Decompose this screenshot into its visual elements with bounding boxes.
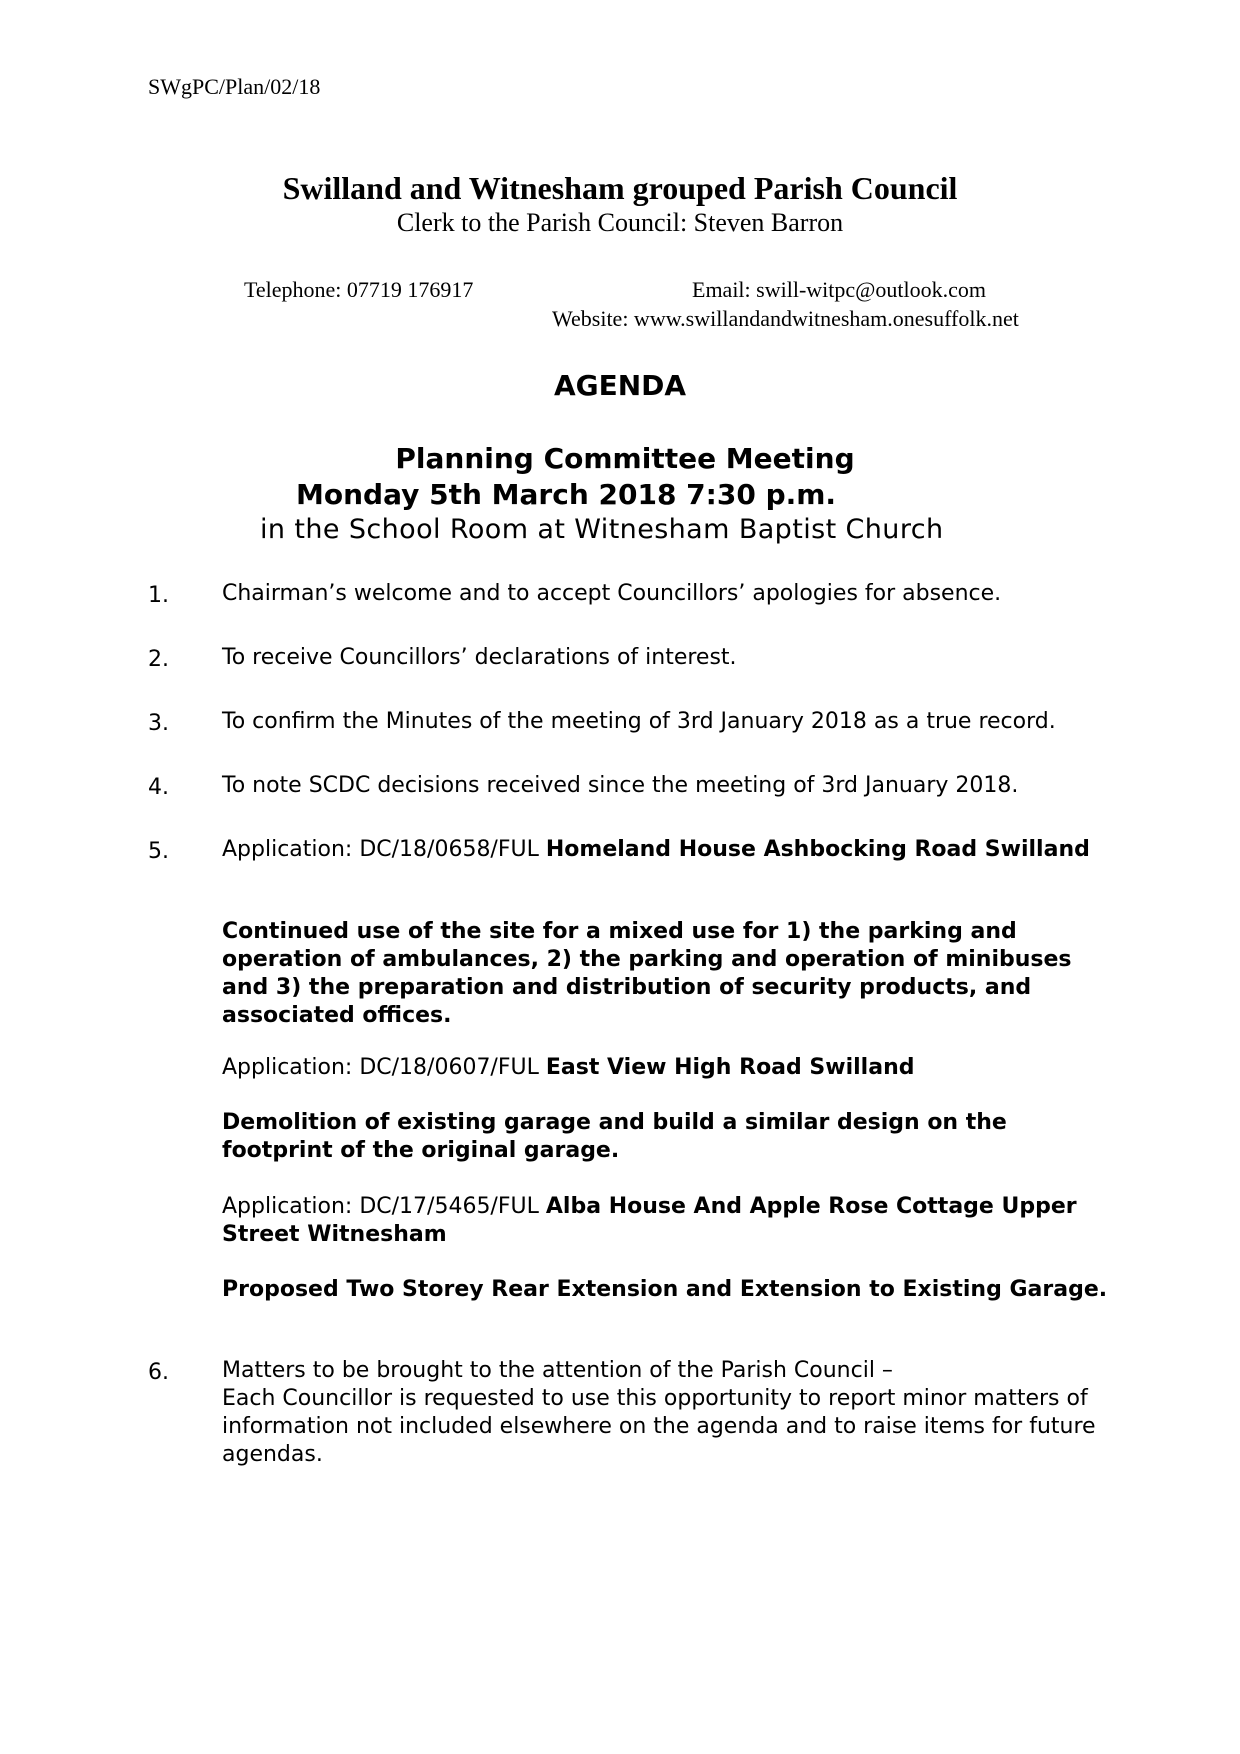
meeting-date: Monday 5th March 2018 7:30 p.m. [296, 478, 837, 511]
application-label: Application: DC/18/0607/FUL [222, 1055, 539, 1080]
agenda-item-text: To receive Councillors’ declarations of interest. [222, 645, 737, 670]
meeting-venue: in the School Room at Witnesham Baptist Church [260, 514, 944, 545]
council-name: Swilland and Witnesham grouped Parish Council [282, 170, 958, 206]
application-2 [222, 1054, 1122, 1082]
application-description: Proposed Two Storey Rear Extension and Extension to Existing Garage. [222, 1277, 1108, 1302]
clerk-name: Clerk to the Parish Council: Steven Barron [396, 208, 844, 237]
email: Email: swill-witpc@outlook.com [692, 277, 987, 302]
item-number: 4. [148, 775, 169, 800]
telephone: Telephone: 07719 176917 [244, 277, 474, 302]
application-site: Homeland House Ashbocking Road Swilland [545, 837, 1090, 862]
application-site: East View High Road Swilland [545, 1055, 915, 1080]
agenda-title: AGENDA [553, 369, 687, 402]
application-label: Application: DC/18/0658/FUL [222, 837, 539, 862]
agenda-item-heading: Matters to be brought to the attention of the Parish Council – [222, 1358, 893, 1383]
item-number: 6. [148, 1360, 169, 1385]
meeting-title: Planning Committee Meeting [395, 442, 855, 475]
application-label: Application: DC/17/5465/FUL [222, 1194, 539, 1219]
document-reference: SWgPC/Plan/02/18 [148, 74, 321, 99]
item-number: 2. [148, 647, 169, 672]
application-description: Continued use of the site for a mixed use for 1) the parking and operation of ambulances, 2) the parking and operation of minibuses and 3) the preparation and distribution of security products, and associated offices. [222, 919, 1072, 1028]
application-site: Alba House And Apple Rose Cottage Upper Street Witnesham [222, 1194, 1077, 1247]
agenda-item-text: To note SCDC decisions received since the meeting of 3rd January 2018. [222, 773, 1019, 798]
agenda-item-text: To confirm the Minutes of the meeting of 3rd January 2018 as a true record. [222, 709, 1056, 734]
website: Website: www.swillandandwitnesham.onesuffolk.net [552, 306, 1019, 331]
item-number: 1. [148, 583, 169, 608]
agenda-item-text: Chairman’s welcome and to accept Councillors’ apologies for absence. [222, 581, 1002, 606]
item-number: 3. [148, 711, 169, 736]
application-description: Demolition of existing garage and build a similar design on the footprint of the original garage. [222, 1110, 1007, 1163]
application-3 [222, 1193, 1122, 1249]
item-number: 5. [148, 839, 169, 864]
agenda-item-text: Each Councillor is requested to use this opportunity to report minor matters of information not included elsewhere on the agenda and to raise items for future agendas. [222, 1386, 1096, 1467]
application-1 [222, 836, 1122, 864]
